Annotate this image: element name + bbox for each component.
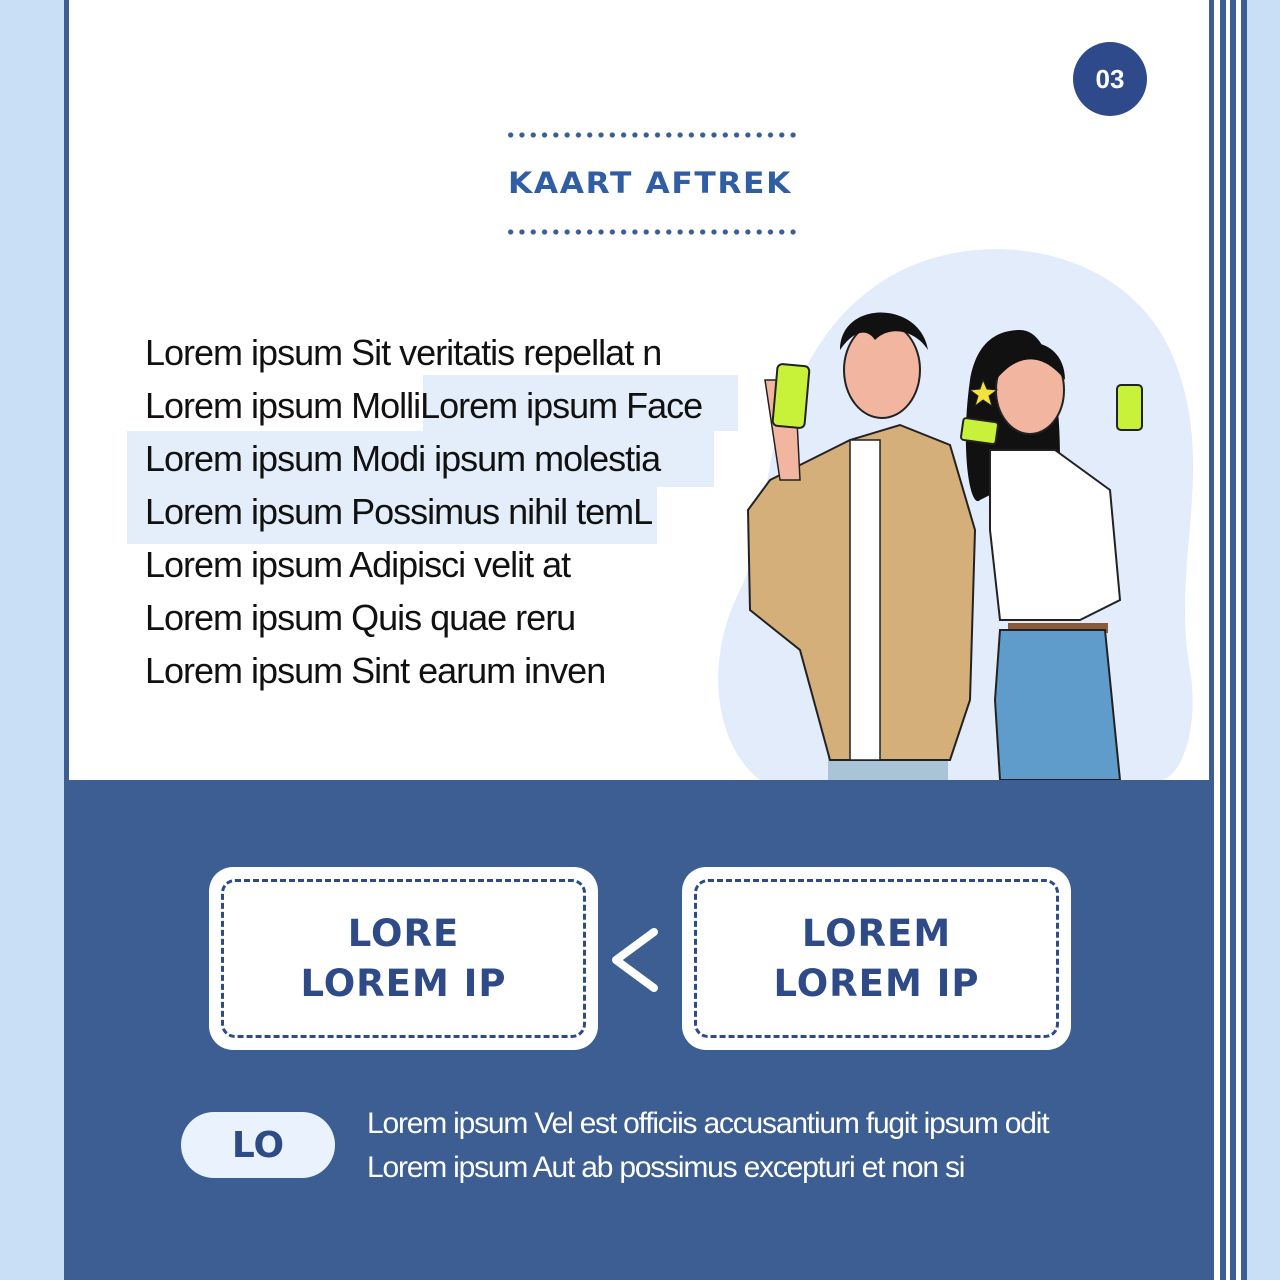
woman-jeans <box>995 630 1120 780</box>
border-stripe <box>1241 0 1247 1280</box>
body-line: Lorem ipsum Quis quae reru <box>145 597 576 638</box>
footer-pill-label: LO <box>181 1112 335 1178</box>
body-line: Lorem ipsum Adipisci velit at <box>145 544 571 585</box>
card-line-1: LOREM <box>801 911 952 955</box>
phone-icon <box>1117 385 1142 430</box>
dashed-frame <box>694 879 1059 1038</box>
body-line: Lorem ipsum Possimus nihil temL <box>145 491 653 532</box>
footer-line: Lorem ipsum Vel est officiis accusantium fugit ipsum odit <box>367 1107 1049 1140</box>
phone-icon <box>772 364 809 429</box>
card-line-1: LORE <box>347 911 460 955</box>
body-line: Lorem ipsum MolliLorem ipsum Face <box>145 385 703 426</box>
left-comparison-card <box>209 867 598 1050</box>
card-line-2: LOREM IP <box>773 961 980 1005</box>
body-text <box>145 326 702 697</box>
body-line: Lorem ipsum Modi ipsum molestia <box>145 438 661 479</box>
right-comparison-card <box>682 867 1071 1050</box>
man-shirt <box>850 440 880 760</box>
less-than-chevron-icon <box>606 924 666 996</box>
footer-text <box>367 1102 1048 1190</box>
body-line: Lorem ipsum Sit veritatis repellat n <box>145 332 662 373</box>
page-number-badge: 03 <box>1073 42 1147 116</box>
man-face <box>844 322 920 418</box>
page-title: KAART AFTREK <box>508 166 792 200</box>
footer-line: Lorem ipsum Aut ab possimus excepturi et non si <box>367 1151 965 1184</box>
dotted-divider-top <box>505 132 797 138</box>
people-with-phones-illustration <box>700 230 1210 780</box>
body-line: Lorem ipsum Sint earum inven <box>145 650 606 691</box>
dashed-frame <box>221 879 586 1038</box>
card-line-2: LOREM IP <box>300 961 507 1005</box>
card-icon <box>961 418 999 445</box>
